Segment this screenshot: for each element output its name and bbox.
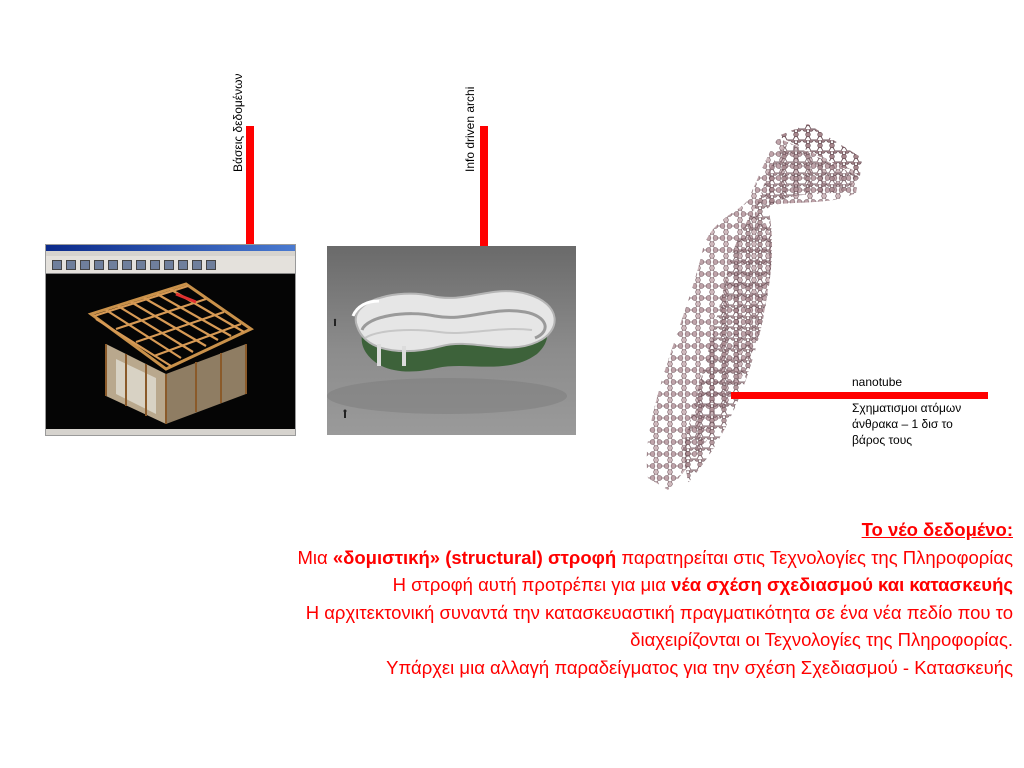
line1-prefix: Μια: [297, 546, 333, 568]
nanotube-image: [628, 118, 878, 494]
text-line-1: [73, 544, 1013, 572]
info-driven-label: Info driven archi: [463, 86, 477, 172]
line2-prefix: Η στροφή αυτή προτρέπει για μια: [392, 574, 672, 595]
toolbar-icon: [80, 260, 90, 270]
toolbar-icon: [66, 260, 76, 270]
databases-label: Βάσεις δεδομένων: [231, 73, 245, 172]
toolbar-icon: [136, 260, 146, 270]
main-text-block: [73, 516, 1013, 681]
text-line-3: Η αρχιτεκτονική συναντά την κατασκευαστική πραγματικότητα σε ένα νέα πεδίο που το: [305, 601, 1013, 623]
curved-building-drawing: [327, 246, 576, 435]
nanotube-note-line: άνθρακα – 1 δισ το: [852, 417, 953, 431]
timber-frame-drawing: [46, 274, 295, 430]
window-statusbar: [46, 429, 295, 435]
heading-line: [73, 516, 1013, 544]
toolbar-icon: [108, 260, 118, 270]
toolbar-icon: [178, 260, 188, 270]
toolbar-icon: [206, 260, 216, 270]
line1-suffix: παρατηρείται στις Τεχνολογίες της Πληροφορίας: [616, 546, 1013, 568]
toolbar-icon: [122, 260, 132, 270]
toolbar-icon: [52, 260, 62, 270]
timber-model-screenshot: [45, 244, 296, 436]
text-line-5: Υπάρχει μια αλλαγή παραδείγματος για την σχέση Σχεδιασμού - Κατασκευής: [386, 656, 1013, 678]
nanotube-connector-bar: [731, 392, 988, 399]
line2-bold: νέα σχέση σχεδιασμού και κατασκευής: [671, 574, 1013, 595]
nanotube-note-line: Σχηματισμοι ατόμων: [852, 401, 962, 415]
toolbar-icon: [164, 260, 174, 270]
text-line-2: [73, 571, 1013, 599]
building-render-image: [327, 246, 576, 435]
toolbar-icon: [94, 260, 104, 270]
line1-bold: «δομιστική» (structural) στροφή: [332, 546, 617, 568]
nanotube-note: [852, 400, 961, 448]
nanotube-note-line: βάρος τους: [852, 433, 913, 447]
toolbar-icon: [150, 260, 160, 270]
window-toolbar: [46, 256, 295, 274]
nanotube-title: nanotube: [852, 375, 903, 389]
toolbar-icon: [192, 260, 202, 270]
main-heading: Το νέο δεδομένο:: [861, 519, 1013, 540]
text-line-4: διαχειρίζονται οι Τεχνολογίες της Πληροφορίας.: [630, 629, 1013, 650]
